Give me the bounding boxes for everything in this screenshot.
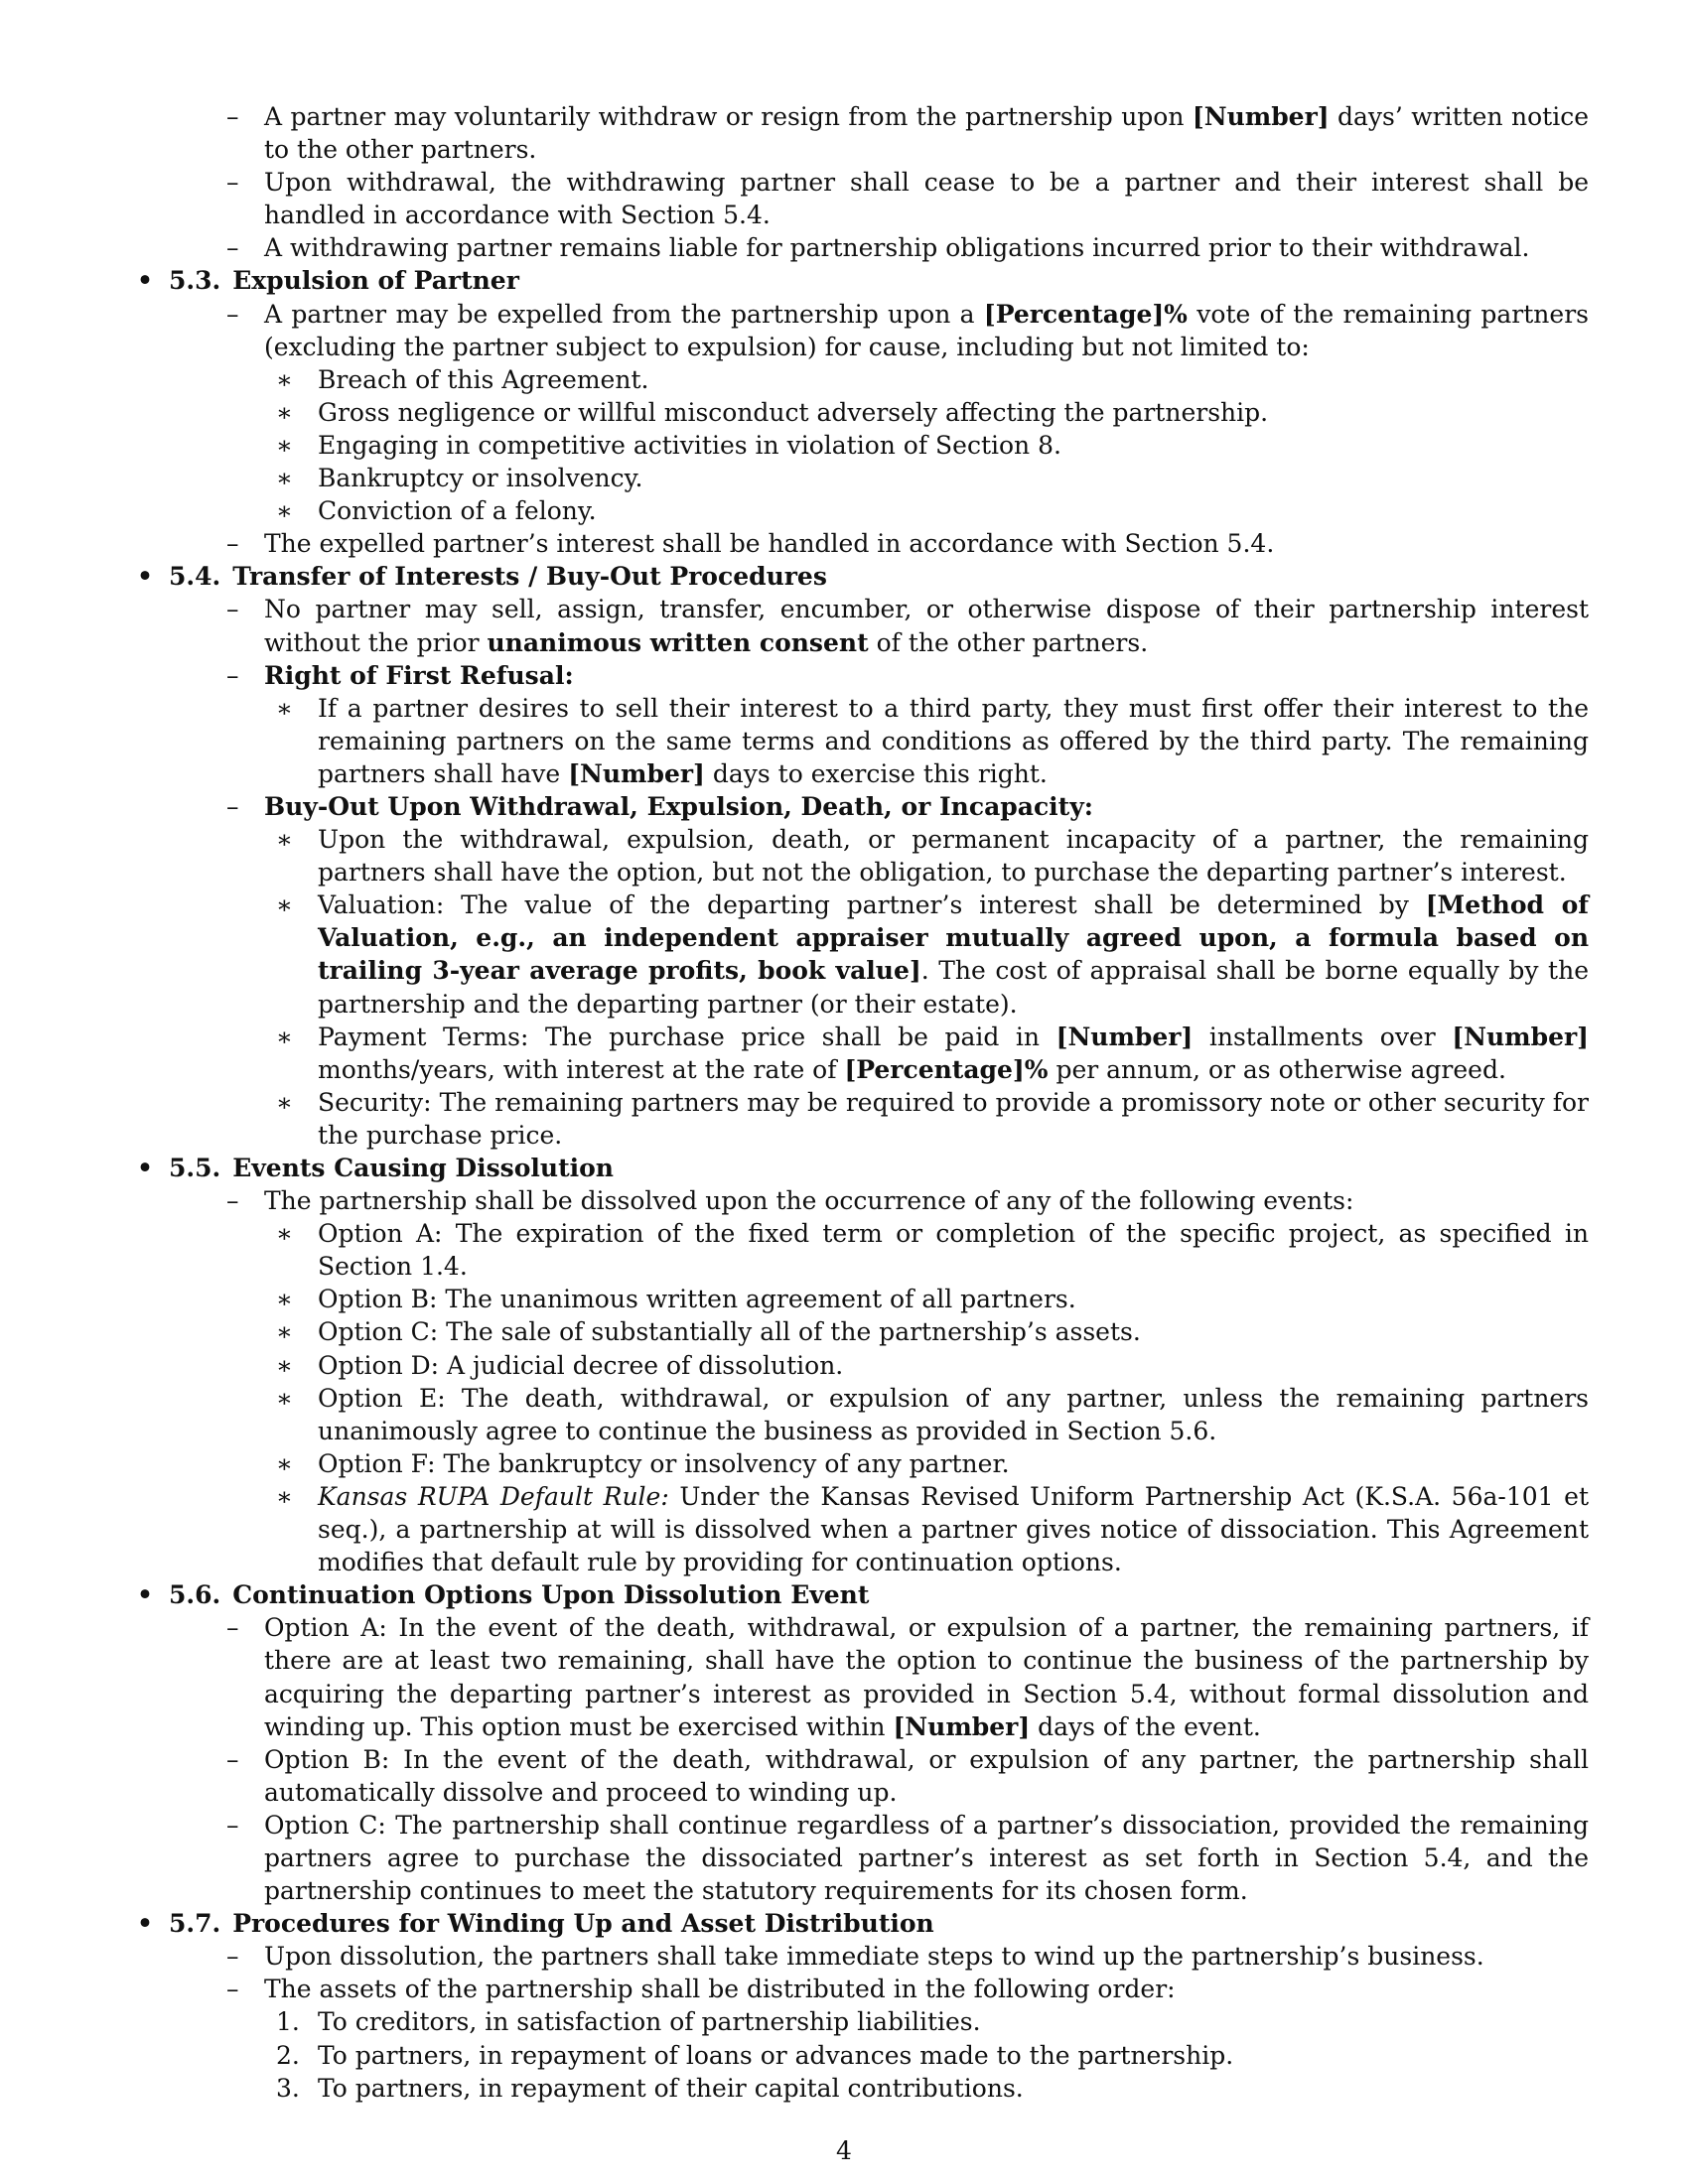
section-heading — [137, 560, 1589, 593]
dash-marker: – — [226, 1942, 239, 1972]
list-item — [226, 166, 1589, 231]
text-run: Events Causing Dissolution — [232, 1154, 614, 1182]
list-item — [276, 2072, 1589, 2105]
text-run: Option E: The death, withdrawal, or expulsion of any partner, unless the remaining partners unanimously agree to continue the business as provided in Section 5.6. — [318, 1383, 1589, 1445]
star-marker: ∗ — [276, 1481, 293, 1511]
text-run: Option F: The bankruptcy or insolvency of any partner. — [318, 1448, 1010, 1478]
text-run: No partner may sell, assign, transfer, encumber, or otherwise dispose of their partnership interest without the prior — [264, 595, 1589, 657]
bold-text: Right of First Refusal: — [264, 660, 574, 690]
text-run: vote of the remaining partners (excluding the partner subject to expulsion) for cause, including but not limited to: — [264, 299, 1589, 361]
list-item — [276, 2005, 1589, 2038]
list-item — [226, 1973, 1589, 2005]
text-run: days to exercise this right. — [704, 758, 1048, 788]
star-marker: ∗ — [276, 364, 293, 394]
dash-marker: – — [226, 529, 239, 559]
star-marker: ∗ — [276, 1383, 293, 1413]
star-marker: ∗ — [276, 397, 293, 427]
list-item — [276, 1480, 1589, 1578]
star-marker: ∗ — [276, 464, 293, 493]
text-run: Conviction of a felony. — [318, 496, 597, 526]
list-item — [276, 494, 1589, 527]
list-item — [226, 659, 1589, 692]
dash-marker: – — [226, 1744, 239, 1774]
star-marker: ∗ — [276, 1285, 293, 1314]
dash-marker: – — [226, 233, 239, 263]
list-item — [226, 790, 1589, 823]
section-heading — [137, 1578, 1589, 1611]
dash-marker: – — [226, 1975, 239, 2004]
italic-text: Kansas RUPA Default Rule: — [318, 1481, 669, 1511]
page-number: 4 — [836, 2136, 852, 2165]
text-run: Payment Terms: The purchase price shall be paid in — [318, 1022, 1056, 1051]
list-item — [226, 527, 1589, 560]
text-run: of the other partners. — [868, 627, 1149, 657]
text-run: Continuation Options Upon Dissolution Event — [232, 1580, 870, 1610]
list-item — [276, 1349, 1589, 1382]
text-run: Gross negligence or willful misconduct adversely affecting the partnership. — [318, 397, 1269, 427]
bullet-marker: • — [137, 562, 153, 592]
bullet-marker: • — [137, 1154, 153, 1182]
bold-text: Buy-Out Upon Withdrawal, Expulsion, Death, or Incapacity: — [264, 791, 1093, 821]
text-run: To partners, in repayment of their capital contributions. — [318, 2073, 1024, 2103]
star-marker: ∗ — [276, 693, 293, 723]
list-item — [226, 231, 1589, 264]
bullet-marker: • — [137, 266, 153, 296]
dash-marker: – — [226, 299, 239, 329]
list-item — [276, 1447, 1589, 1480]
text-run: If a partner desires to sell their interest to a third party, they must first offer their interest to the remaining partners on the same terms and conditions as offered by the third party. The remaining partners shall have — [318, 693, 1589, 788]
list-item — [276, 823, 1589, 888]
bold-text: [Percentage]% — [844, 1054, 1049, 1084]
number-marker: 3. — [276, 2073, 300, 2103]
section-number: 5.3. — [169, 266, 221, 296]
dash-marker: – — [226, 595, 239, 624]
section-number: 5.4. — [169, 562, 221, 592]
text-run: . The cost of appraisal shall be borne equally by the partnership and the departing partner (or their estate). — [318, 956, 1589, 1019]
text-run: Engaging in competitive activities in violation of Section 8. — [318, 430, 1061, 460]
bullet-marker: • — [137, 1580, 153, 1610]
list-item — [226, 298, 1589, 363]
list-item — [276, 1217, 1589, 1283]
list-item — [276, 1283, 1589, 1315]
star-marker: ∗ — [276, 496, 293, 526]
text-run: Option A: In the event of the death, withdrawal, or expulsion of a partner, the remaining partners, if there are at least two remaining, shall have the option to continue the business of the partnership by acquiring the departing partner’s interest as provided in Section 5.4, without formal dissolution and winding up. This option must be exercised within — [264, 1613, 1589, 1741]
list-item — [226, 100, 1589, 166]
list-item — [276, 1315, 1589, 1348]
bold-text: [Percentage]% — [983, 299, 1188, 329]
bold-text: unanimous written consent — [487, 627, 869, 657]
list-item — [226, 1809, 1589, 1907]
section-number: 5.6. — [169, 1580, 221, 1610]
text-run: days’ written notice to the other partners. — [264, 102, 1589, 165]
bold-text: [Number] — [1055, 1022, 1194, 1051]
text-run: per annum, or as otherwise agreed. — [1048, 1054, 1506, 1084]
text-run: Option A: The expiration of the fixed term or completion of the specific project, as specified in Section 1.4. — [318, 1219, 1589, 1282]
text-run: Option D: A judicial decree of dissolution. — [318, 1350, 844, 1380]
text-run: Transfer of Interests / Buy-Out Procedures — [232, 562, 827, 592]
bold-text: [Number] — [1192, 102, 1330, 131]
star-marker: ∗ — [276, 1219, 293, 1249]
dash-marker: – — [226, 1186, 239, 1216]
dash-marker: – — [226, 660, 239, 690]
star-marker: ∗ — [276, 1317, 293, 1347]
text-run: Option C: The partnership shall continue regardless of a partner’s dissociation, provided the remaining partners agree to purchase the dissociated partner’s interest as set forth in Section 5.4, and the partnership continues to meet the statutory requirements for its chosen form. — [264, 1810, 1589, 1906]
text-run: The expelled partner’s interest shall be handled in accordance with Section 5.4. — [264, 529, 1275, 559]
bullet-marker: • — [137, 1909, 153, 1939]
dash-marker: – — [226, 1613, 239, 1643]
text-run: days of the event. — [1030, 1711, 1261, 1741]
bold-text: [Number] — [568, 758, 705, 788]
list-item — [276, 429, 1589, 462]
list-item — [276, 1086, 1589, 1152]
dash-marker: – — [226, 791, 239, 821]
list-item — [226, 1743, 1589, 1809]
text-run: A partner may be expelled from the partnership upon a — [264, 299, 984, 329]
text-run: Upon withdrawal, the withdrawing partner shall cease to be a partner and their interest shall be handled in accordance with Section 5.4. — [264, 168, 1589, 230]
bold-text: [Method of Valuation, e.g., an independent appraiser mutually agreed upon, a formula based on trailing 3-year average profits, book value] — [318, 890, 1589, 986]
section-heading — [137, 264, 1589, 297]
section-heading — [137, 1907, 1589, 1940]
list-item — [276, 363, 1589, 396]
bold-text: [Number] — [893, 1711, 1031, 1741]
text-run: The partnership shall be dissolved upon the occurrence of any of the following events: — [264, 1186, 1354, 1216]
text-run: Valuation: The value of the departing partner’s interest shall be determined by — [318, 890, 1426, 920]
text-run: Expulsion of Partner — [232, 266, 519, 296]
text-run: Option B: The unanimous written agreement of all partners. — [318, 1285, 1076, 1314]
star-marker: ∗ — [276, 1448, 293, 1478]
text-run: Security: The remaining partners may be required to provide a promissory note or other security for the purchase price. — [318, 1087, 1589, 1150]
text-run: Upon the withdrawal, expulsion, death, or permanent incapacity of a partner, the remaining partners shall have the option, but not the obligation, to purchase the departing partner’s interest. — [318, 825, 1589, 887]
section-heading — [137, 1152, 1589, 1184]
text-run: A partner may voluntarily withdraw or resign from the partnership upon — [264, 102, 1193, 131]
text-run: To creditors, in satisfaction of partnership liabilities. — [318, 2007, 981, 2037]
list-item — [276, 1021, 1589, 1086]
agreement-body — [137, 100, 1589, 2105]
text-run: Bankruptcy or insolvency. — [318, 464, 643, 493]
list-item — [276, 888, 1589, 1020]
list-item — [226, 593, 1589, 658]
text-run: Under the Kansas Revised Uniform Partnership Act (K.S.A. 56a-101 et seq.), a partnership at will is dissolved when a partner gives notice of dissociation. This Agreement modifies that default rule by providing for continuation options. — [318, 1481, 1589, 1577]
text-run: The assets of the partnership shall be distributed in the following order: — [264, 1975, 1176, 2004]
text-run: months/years, with interest at the rate of — [318, 1054, 845, 1084]
dash-marker: – — [226, 168, 239, 198]
star-marker: ∗ — [276, 825, 293, 855]
text-run: Procedures for Winding Up and Asset Distribution — [232, 1909, 934, 1939]
text-run: To partners, in repayment of loans or advances made to the partnership. — [318, 2040, 1234, 2070]
star-marker: ∗ — [276, 430, 293, 460]
list-item — [226, 1184, 1589, 1217]
text-run: Breach of this Agreement. — [318, 364, 649, 394]
text-run: Option C: The sale of substantially all of the partnership’s assets. — [318, 1317, 1141, 1347]
section-number: 5.7. — [169, 1909, 221, 1939]
star-marker: ∗ — [276, 890, 293, 920]
number-marker: 2. — [276, 2040, 300, 2070]
star-marker: ∗ — [276, 1022, 293, 1051]
list-item — [226, 1940, 1589, 1973]
dash-marker: – — [226, 1810, 239, 1840]
list-item — [276, 396, 1589, 429]
bold-text: [Number] — [1452, 1022, 1590, 1051]
dash-marker: – — [226, 102, 239, 131]
list-item — [276, 692, 1589, 790]
text-run: A withdrawing partner remains liable for partnership obligations incurred prior to their withdrawal. — [264, 233, 1530, 263]
list-item — [276, 462, 1589, 494]
star-marker: ∗ — [276, 1350, 293, 1380]
section-number: 5.5. — [169, 1154, 221, 1182]
number-marker: 1. — [276, 2007, 300, 2037]
text-run: Option B: In the event of the death, withdrawal, or expulsion of any partner, the partnership shall automatically dissolve and proceed to winding up. — [264, 1744, 1589, 1807]
star-marker: ∗ — [276, 1087, 293, 1117]
list-item — [226, 1611, 1589, 1742]
text-run: installments over — [1193, 1022, 1453, 1051]
list-item — [276, 1382, 1589, 1447]
list-item — [276, 2039, 1589, 2072]
text-run: Upon dissolution, the partners shall take immediate steps to wind up the partnership’s business. — [264, 1942, 1484, 1972]
